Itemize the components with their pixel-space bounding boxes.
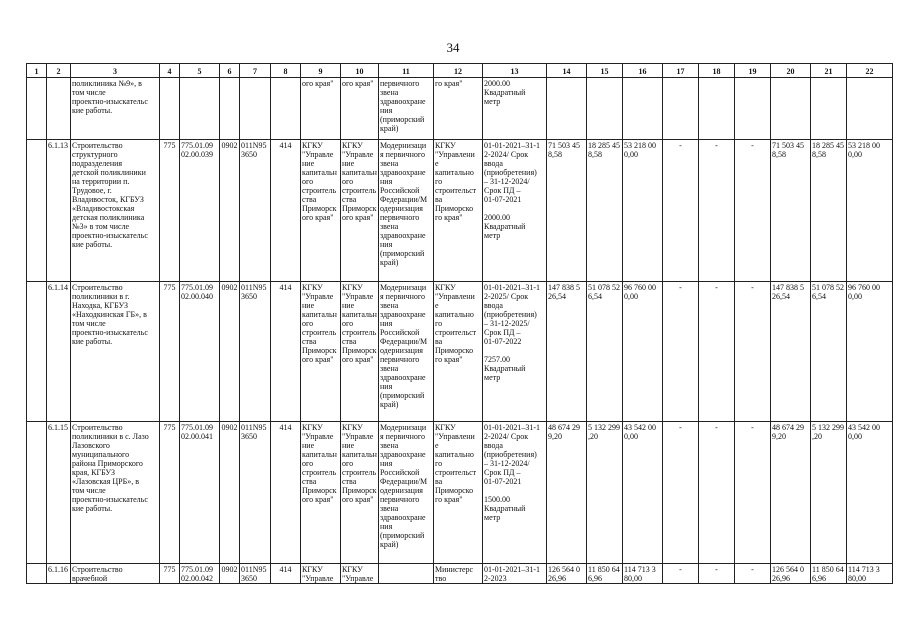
table-row [27, 422, 893, 564]
cell: 775 [160, 140, 180, 282]
cell: 18 285 45 8,58 [811, 140, 847, 282]
cell: КГКУ "Управле ние капитальн ого строитель ства Приморск ого края" [341, 422, 379, 564]
cell: КГКУ "Управле ние капитальн ого строитель ства Приморск ого края" [341, 282, 379, 422]
cell: КГКУ "Управле ние капитальн ого строитель ства Приморск ого края" [301, 422, 341, 564]
cell [160, 78, 180, 140]
col-header: 21 [811, 64, 847, 78]
cell: 775 [160, 564, 180, 584]
cell: 71 503 45 8,58 [547, 140, 587, 282]
col-header: 9 [301, 64, 341, 78]
cell [547, 78, 587, 140]
cell: 01-01-2021–31-1 2-2024/ Срок ввода (приобретения) – 31-12-2024/ Срок ПД – 01-07-2021 2000.00 Квадратный метр [483, 140, 547, 282]
cell: Модернизаци я первичного звена здравоохране ния Российской Федерации/М одернизация первичного звена здравоохране ния (приморский край) [379, 282, 434, 422]
col-header: 16 [623, 64, 663, 78]
cell: 6.1.14 [47, 282, 71, 422]
cell: - [699, 282, 735, 422]
cell [847, 78, 893, 140]
cell: 48 674 29 9,20 [771, 422, 811, 564]
cell: КГКУ "Управле [341, 564, 379, 584]
cell: 011N95 3650 [240, 422, 271, 564]
cell: 5 132 299 ,20 [587, 422, 623, 564]
col-header: 15 [587, 64, 623, 78]
col-header: 12 [434, 64, 483, 78]
cell: 48 674 29 9,20 [547, 422, 587, 564]
cell: КГКУ "Управле ние капитальн ого строитель ства Приморск ого края" [341, 140, 379, 282]
cell [735, 78, 771, 140]
cell [623, 78, 663, 140]
cell [699, 78, 735, 140]
cell [27, 78, 47, 140]
cell: 53 218 00 0,00 [847, 140, 893, 282]
cell: 775.01.09 02.00.041 [180, 422, 220, 564]
cell: - [699, 140, 735, 282]
col-header: 13 [483, 64, 547, 78]
cell: 775.01.09 02.00.042 [180, 564, 220, 584]
cell: - [735, 140, 771, 282]
cell: - [735, 422, 771, 564]
cell: 2000.00 Квадратный метр [483, 78, 547, 140]
cell: 96 760 00 0,00 [623, 282, 663, 422]
cell: 51 078 52 6,54 [811, 282, 847, 422]
cell: ого края" [341, 78, 379, 140]
cell: - [735, 564, 771, 584]
cell: - [663, 140, 699, 282]
cell: 11 850 64 6,96 [587, 564, 623, 584]
cell: 71 503 45 8,58 [771, 140, 811, 282]
cell: 53 218 00 0,00 [623, 140, 663, 282]
cell: Строительство врачебной [71, 564, 160, 584]
data-table [26, 63, 893, 584]
col-header: 20 [771, 64, 811, 78]
col-header: 18 [699, 64, 735, 78]
cell: 114 713 3 80,00 [623, 564, 663, 584]
cell: - [699, 564, 735, 584]
table-row [27, 78, 893, 140]
cell [27, 564, 47, 584]
cell: 6.1.16 [47, 564, 71, 584]
cell: 01-01-2021–31-1 2-2024/ Срок ввода (приобретения) – 31-12-2024/ Срок ПД – 01-07-2021 1500.00 Квадратный метр [483, 422, 547, 564]
col-header: 22 [847, 64, 893, 78]
col-header: 8 [271, 64, 301, 78]
cell: 0902 [220, 140, 240, 282]
cell: 126 564 0 26,96 [547, 564, 587, 584]
cell: 414 [271, 422, 301, 564]
cell: 6.1.13 [47, 140, 71, 282]
cell: 0902 [220, 422, 240, 564]
cell: 011N95 3650 [240, 282, 271, 422]
cell [180, 78, 220, 140]
cell: КГКУ "Управлени е капитально го строительст ва Приморско го края" [434, 282, 483, 422]
col-header: 14 [547, 64, 587, 78]
cell: 114 713 3 80,00 [847, 564, 893, 584]
header-row [27, 64, 893, 78]
cell [663, 78, 699, 140]
cell: первичного звена здравоохране ния (приморский край) [379, 78, 434, 140]
cell: 96 760 00 0,00 [847, 282, 893, 422]
cell: КГКУ "Управлени е капитально го строительст ва Приморско го края" [434, 140, 483, 282]
cell: - [735, 282, 771, 422]
cell [379, 564, 434, 584]
cell: 18 285 45 8,58 [587, 140, 623, 282]
col-header: 10 [341, 64, 379, 78]
cell: 5 132 299 ,20 [811, 422, 847, 564]
cell [27, 140, 47, 282]
col-header: 7 [240, 64, 271, 78]
cell: 126 564 0 26,96 [771, 564, 811, 584]
cell: 11 850 64 6,96 [811, 564, 847, 584]
cell [271, 78, 301, 140]
cell: 775.01.09 02.00.040 [180, 282, 220, 422]
cell: 0902 [220, 564, 240, 584]
cell: 6.1.15 [47, 422, 71, 564]
table-row [27, 140, 893, 282]
page-number: 34 [446, 40, 460, 55]
cell [27, 422, 47, 564]
cell [771, 78, 811, 140]
col-header: 5 [180, 64, 220, 78]
cell: 51 078 52 6,54 [587, 282, 623, 422]
cell: КГКУ "Управле ние капитальн ого строитель ства Приморск ого края" [301, 282, 341, 422]
cell: - [699, 422, 735, 564]
cell: 147 838 5 26,54 [771, 282, 811, 422]
cell: 414 [271, 282, 301, 422]
cell: КГКУ "Управле ние капитальн ого строитель ства Приморск ого края" [301, 140, 341, 282]
table-row [27, 564, 893, 584]
col-header: 11 [379, 64, 434, 78]
cell: КГКУ "Управлени е капитально го строительст ва Приморско го края" [434, 422, 483, 564]
cell: Строительство структурного подразделения детской поликлиники на территории п. Трудовое, г. Владивосток, КГБУЗ «Владивостокская детская поликлиника №3» в том числе проектно-изыскательс кие работы. [71, 140, 160, 282]
cell: 43 542 00 0,00 [623, 422, 663, 564]
cell: 0902 [220, 282, 240, 422]
cell [27, 282, 47, 422]
cell [220, 78, 240, 140]
cell [811, 78, 847, 140]
cell: 775 [160, 282, 180, 422]
cell: 43 542 00 0,00 [847, 422, 893, 564]
cell: 011N95 3650 [240, 564, 271, 584]
cell: 01-01-2021–31-1 2-2023 [483, 564, 547, 584]
cell: Модернизаци я первичного звена здравоохране ния Российской Федерации/М одернизация первичного звена здравоохране ния (приморский край) [379, 422, 434, 564]
cell [47, 78, 71, 140]
table-row [27, 282, 893, 422]
cell: го края" [434, 78, 483, 140]
col-header: 2 [47, 64, 71, 78]
col-header: 4 [160, 64, 180, 78]
col-header: 17 [663, 64, 699, 78]
col-header: 3 [71, 64, 160, 78]
cell: поликлиника №9», в том числе проектно-изыскательс кие работы. [71, 78, 160, 140]
cell: Модернизаци я первичного звена здравоохране ния Российской Федерации/М одернизация первичного звена здравоохране ния (приморский край) [379, 140, 434, 282]
cell: 414 [271, 140, 301, 282]
cell: 414 [271, 564, 301, 584]
col-header: 1 [27, 64, 47, 78]
cell: ого края" [301, 78, 341, 140]
cell: Строительство поликлиники в г. Находка, КГБУЗ «Находкинская ГБ», в том числе проектно-изыскательс кие работы. [71, 282, 160, 422]
cell: КГКУ "Управле [301, 564, 341, 584]
cell: 147 838 5 26,54 [547, 282, 587, 422]
col-header: 19 [735, 64, 771, 78]
cell [587, 78, 623, 140]
cell: Строительство поликлиники в с. Лазо Лазовского муниципального района Приморского края, КГБУЗ «Лазовская ЦРБ», в том числе проектно-изыскательс кие работы. [71, 422, 160, 564]
cell: 011N95 3650 [240, 140, 271, 282]
cell [240, 78, 271, 140]
cell: - [663, 282, 699, 422]
cell: 01-01-2021–31-1 2-2025/ Срок ввода (приобретения) – 31-12-2025/ Срок ПД – 01-07-2022 7257.00 Квадратный метр [483, 282, 547, 422]
cell: - [663, 422, 699, 564]
cell: 775 [160, 422, 180, 564]
col-header: 6 [220, 64, 240, 78]
cell: 775.01.09 02.00.039 [180, 140, 220, 282]
cell: Министерс тво [434, 564, 483, 584]
cell: - [663, 564, 699, 584]
